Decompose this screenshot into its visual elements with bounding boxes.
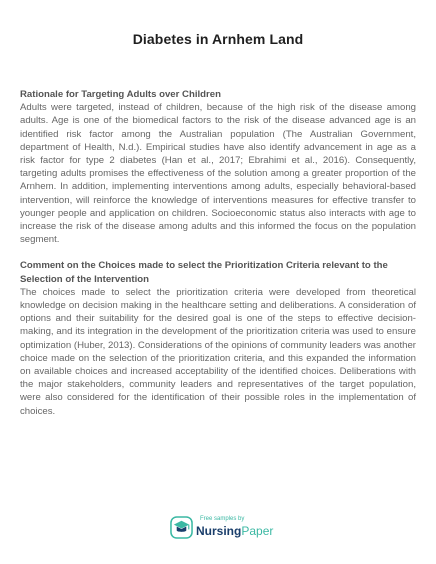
footer-brand-name [196,524,273,538]
section-rationale [20,88,416,246]
brand-name-part1: Nursing [196,524,242,538]
section-prioritization-criteria [20,259,416,417]
footer-brand-logo[interactable] [170,515,274,541]
footer-tagline: Free samples by [200,516,245,522]
section-paragraph: Adults were targeted, instead of children, because of the high risk of the disease among adults. Age is one of the biomedical factors to the risk of the disease advanced age is an identified risk factor among the Australian population (The Australian Government, department of Health, N.d.). Empirical studies have also identify advancement in age as a risk factor for type 2 diabetes (Han et al., 2017; Ebrahimi et al., 2016). Consequently, targeting adults promises the effectiveness of the solution among a greater proportion of the Arnhem. In addition, implementing interventions among adults, especially behavioral-based intervention, will reinforce the knowledge of interventions measures for effective transfer to younger people and application on children. Socioeconomic status also interacts with age to increase the risk of the disease among adults and this informed the focus on the population segment. [20,102,416,246]
section-paragraph: The choices made to select the prioritization criteria were developed from theoretical knowledge on decision making in the healthcare setting and deliberations. A consideration of options and their suitability for the desired goal is one of the steps to effective decision-making, and its integration in the development of the prioritization criteria was used to ensure optimization (Huber, 2013). Considerations of the opinions of community leaders was another choice made on the selection of the prioritization criteria, and this expanded the information on available choices and increased acceptability of the identified choices. Deliberations with the major stakeholders, community leaders and representatives of the target population, were also considered for the identification of their possible roles in the implementation of choices. [20,286,416,417]
document-body [20,88,416,418]
section-heading: Comment on the Choices made to select the Prioritization Criteria relevant to the Selection of the Intervention [20,260,388,285]
document-title: Diabetes in Arnhem Land [132,31,304,47]
graduation-cap-icon [170,516,193,539]
brand-name-part2: Paper [241,524,274,538]
section-heading: Rationale for Targeting Adults over Children [20,89,221,100]
